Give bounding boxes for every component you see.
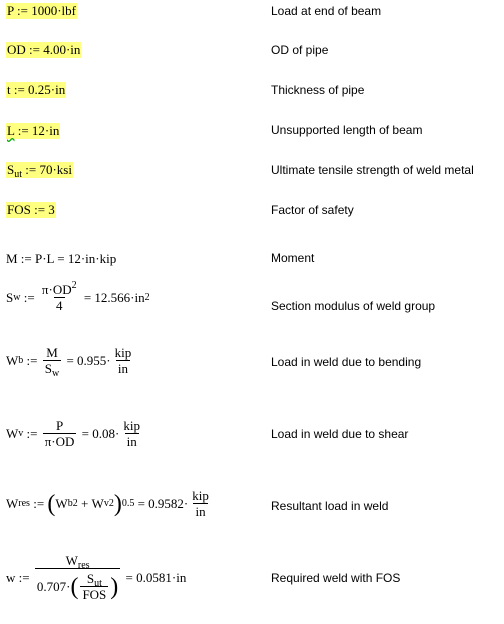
expr-fos[interactable] xyxy=(6,202,56,218)
wb-fraction xyxy=(43,345,61,379)
w-symbol: w xyxy=(6,569,16,585)
sw-numerator: π·OD xyxy=(41,282,72,297)
l-definition[interactable] xyxy=(6,123,60,139)
wb-unit-denominator: in xyxy=(117,361,128,376)
wres-unit-numerator: kip xyxy=(192,488,209,503)
expr-p[interactable] xyxy=(6,3,77,19)
wres-close-paren: ) xyxy=(113,490,122,517)
wv-assign: := xyxy=(23,425,41,441)
wres-term2: W xyxy=(91,495,104,511)
wb-assign: := xyxy=(23,352,41,368)
w-inner-numerator-subscript: ut xyxy=(94,578,102,589)
expr-wv[interactable]: W v := $\frac{P}{\pi\cdot OD}$ = 0.08· $\frac{\text{kip}}{in}$ xyxy=(6,418,140,449)
wv-unit-numerator: kip xyxy=(123,418,140,433)
w-open-paren: ( xyxy=(70,573,79,600)
w-assign: := xyxy=(15,569,33,585)
desc-p: Load at end of beam xyxy=(271,4,382,18)
wb-denominator-subscript: w xyxy=(51,368,60,379)
desc-sut: Ultimate tensile strength of weld metal xyxy=(271,163,474,177)
wres-unit xyxy=(190,488,211,519)
expr-l[interactable] xyxy=(6,123,60,139)
wb-unit xyxy=(113,345,134,376)
sw-numerator-exponent: 2 xyxy=(71,280,77,291)
wres-term1: W xyxy=(55,495,68,511)
desc-wv: Load in weld due to shear xyxy=(271,427,409,441)
wv-numerator: P xyxy=(55,418,64,433)
wb-symbol: W xyxy=(6,352,19,368)
desc-t: Thickness of pipe xyxy=(271,83,365,97)
wv-fraction xyxy=(43,418,77,449)
l-value: := 12·in xyxy=(14,123,60,138)
w-denominator-coefficient: 0.707· xyxy=(36,579,71,594)
p-definition[interactable]: P := 1000·lbf xyxy=(7,3,76,18)
desc-sw: Section modulus of weld group xyxy=(271,299,436,313)
wres-result: = 0.9582· xyxy=(134,495,189,511)
expr-od[interactable] xyxy=(6,42,81,58)
desc-wb: Load in weld due to bending xyxy=(271,355,422,369)
wv-denominator: π·OD xyxy=(44,434,75,449)
w-inner-denominator: FOS xyxy=(82,587,107,602)
w-close-paren: ) xyxy=(110,573,119,600)
wres-symbol: W xyxy=(6,495,19,511)
wv-result: = 0.08· xyxy=(78,425,120,441)
desc-m: Moment xyxy=(271,251,315,265)
w-numerator: W xyxy=(65,553,78,568)
expr-sut[interactable] xyxy=(6,162,73,178)
sw-symbol: S xyxy=(6,289,14,305)
desc-fos: Factor of safety xyxy=(271,203,354,217)
sw-result: = 12.566·in xyxy=(80,289,145,305)
wb-denominator: S xyxy=(44,361,52,376)
sut-symbol: S xyxy=(7,162,15,177)
w-inner-fraction xyxy=(80,571,108,602)
sut-subscript: ut xyxy=(14,169,23,180)
expr-sw[interactable]: S w := $\frac{\pi\cdot OD^2}{4}$ = 12.566·in 2 xyxy=(6,280,150,313)
w-result: = 0.0581·in xyxy=(122,569,187,585)
wb-numerator: M xyxy=(46,345,58,360)
expr-wres[interactable]: W res := ( W b 2 + W v 2 ) 0.5 = 0.9582· $\frac{\text{kip}}{in}$ xyxy=(6,488,209,519)
wres-unit-denominator: in xyxy=(195,504,206,519)
wv-unit-denominator: in xyxy=(126,434,137,449)
sw-assign: := xyxy=(20,289,38,305)
w-fraction xyxy=(35,553,120,602)
od-definition[interactable]: OD := 4.00·in xyxy=(7,42,81,57)
desc-w: Required weld with FOS xyxy=(271,571,401,585)
sw-denominator: 4 xyxy=(56,298,63,313)
expr-m[interactable]: M := P·L = 12·in·kip xyxy=(6,251,117,266)
wres-open-paren: ( xyxy=(47,490,56,517)
expr-t[interactable] xyxy=(6,82,66,98)
wres-plus: + xyxy=(77,495,92,511)
desc-od: OD of pipe xyxy=(271,43,329,57)
wv-symbol: W xyxy=(6,425,19,441)
desc-wres: Resultant load in weld xyxy=(271,499,389,513)
w-numerator-subscript: res xyxy=(77,560,90,571)
sw-fraction xyxy=(40,282,79,313)
wb-unit-numerator: kip xyxy=(114,345,132,360)
fos-definition[interactable]: FOS := 3 xyxy=(7,202,55,217)
wb-result: = 0.955· xyxy=(63,352,111,368)
l-symbol: L xyxy=(7,123,15,138)
sut-value: := 70·ksi xyxy=(22,162,72,177)
wres-assign: := xyxy=(29,495,48,511)
w-inner-numerator: S xyxy=(86,571,95,586)
expr-w[interactable] xyxy=(6,553,186,602)
wv-unit xyxy=(121,418,142,449)
desc-l: Unsupported length of beam xyxy=(271,123,423,137)
expr-wb[interactable]: W b := $\frac{M}{S_w}$ = 0.955· $\frac{\text{kip}}{in}$ xyxy=(6,345,132,379)
t-definition[interactable]: t := 0.25·in xyxy=(7,82,66,97)
sut-definition[interactable] xyxy=(6,162,73,178)
